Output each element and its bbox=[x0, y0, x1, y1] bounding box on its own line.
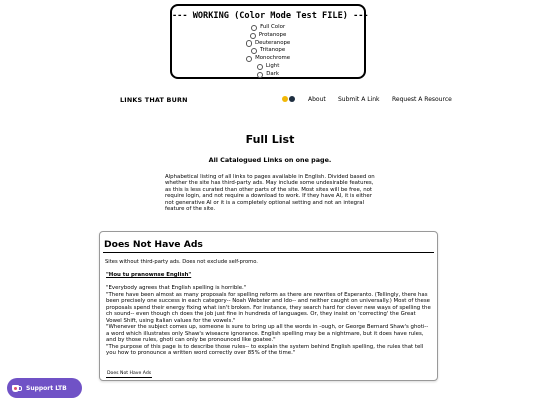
link-title[interactable]: "Hou tu pranownse English" bbox=[106, 272, 192, 278]
mode-full-color[interactable]: Full Color bbox=[172, 24, 364, 32]
top-nav bbox=[0, 96, 540, 106]
excerpt-paragraph: "There have been almost as many proposals for spelling reform as there are rewrites of Esperanto. (Tellingly, there has been precisely one success in each category-- Noah Webster and Ido-- and neither caught on universally.) Most of these proposals spend their energy fixing what isn't broken. For instance, they search hard for clever new ways of spelling the ch sound-- even though ch does the job just fine in hundreds of languages. Or, they insist on 'correcting' the Great Vowel Shift, using Italian values for the vowels." bbox=[106, 291, 431, 324]
mode-deuteranope[interactable]: Deuteranope bbox=[172, 40, 364, 48]
section-divider bbox=[103, 252, 434, 253]
color-mode-title: --- WORKING (Color Mode Test FILE) --- bbox=[172, 11, 369, 21]
excerpt-paragraph: "The purpose of this page is to describe those rules-- to explain the system behind English spelling, the rules that tell you how to pronounce a written word correctly over 85% of the time." bbox=[106, 343, 424, 356]
nav-link-submit[interactable]: Submit A Link bbox=[338, 96, 380, 103]
page-intro: Alphabetical listing of all links to pages available in English. Divided based on whether the site has third-party ads. May include some undesirable features, as this is less curated than other parts of the site. Most sites will be free, not require login, and not require a download to work. If they have AI, it is either not generative AI or it is a completely optional setting and not an integral feature of the site. bbox=[165, 174, 375, 213]
mode-protanope[interactable]: Protanope bbox=[172, 32, 364, 40]
coffee-cup-icon bbox=[12, 383, 22, 393]
radio-icon[interactable] bbox=[251, 48, 257, 54]
radio-icon[interactable] bbox=[251, 25, 257, 31]
sun-icon[interactable] bbox=[282, 96, 288, 102]
section-description: Sites without third-party ads. Does not exclude self-promo. bbox=[105, 259, 258, 265]
section-title: Does Not Have Ads bbox=[104, 239, 203, 250]
color-mode-options bbox=[172, 24, 364, 79]
radio-icon[interactable] bbox=[246, 56, 252, 62]
support-button[interactable] bbox=[7, 378, 82, 398]
category-tag[interactable]: Does Not Have Ads bbox=[107, 371, 152, 376]
section-card bbox=[99, 231, 438, 381]
nav-link-about[interactable]: About bbox=[308, 96, 326, 103]
radio-icon[interactable] bbox=[246, 40, 252, 46]
radio-icon[interactable] bbox=[257, 72, 263, 78]
excerpt-paragraph: "Whenever the subject comes up, someone is sure to bring up all the words in -ough, or George Bernard Shaw's ghoti-- a word which illustrates only Shaw's wiseacre ignorance. English spelling may be a nightmare, but it does have rules, and by those rules, ghoti can only be pronounced like goatee." bbox=[106, 324, 429, 343]
mode-dark[interactable]: Dark bbox=[172, 71, 364, 79]
page-subtitle: All Catalogued Links on one page. bbox=[208, 156, 332, 164]
support-button-label: Support LTB bbox=[26, 384, 67, 392]
radio-icon[interactable] bbox=[250, 33, 256, 39]
mode-tritanope[interactable]: Tritanope bbox=[172, 47, 364, 55]
mode-light[interactable]: Light bbox=[172, 63, 364, 71]
page-title: Full List bbox=[245, 133, 295, 146]
theme-toggle[interactable] bbox=[282, 96, 295, 102]
color-mode-test-box bbox=[170, 4, 369, 79]
site-brand[interactable]: LINKS THAT BURN bbox=[120, 96, 188, 104]
nav-link-request[interactable]: Request A Resource bbox=[392, 96, 452, 103]
excerpt-paragraph: "Everybody agrees that English spelling is horrible." bbox=[106, 285, 247, 291]
mode-monochrome[interactable]: Monochrome bbox=[172, 55, 364, 63]
radio-icon[interactable] bbox=[257, 64, 263, 70]
link-excerpt bbox=[106, 285, 433, 357]
moon-icon[interactable] bbox=[289, 96, 295, 102]
